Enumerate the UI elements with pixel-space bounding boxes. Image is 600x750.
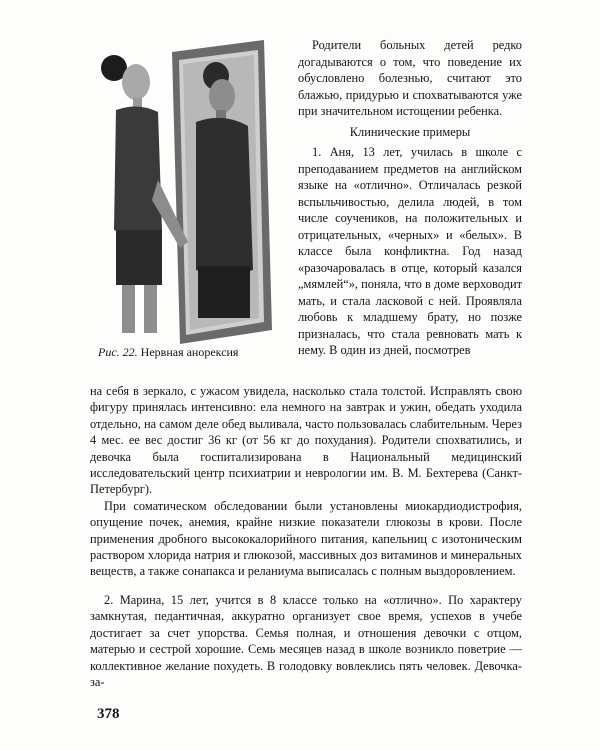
page-number: 378 [97, 706, 120, 722]
figure-label: Рис. 22. [98, 345, 138, 359]
figure-caption [98, 344, 238, 360]
example-1-paragraph-continuation: на себя в зеркало, с ужасом увидела, насколько стала толстой. Исправлять свою фигуру принялась интенсивно: ела немного на завтрак и ужин, обедать уходила отдельно, на самом деле обед выливала, часто пользовалась слабительным. Через 4 мес. ее вес достиг 36 кг (от 56 кг до похудания). Родители спохватились, и девочка была госпитализирована в Национальный медицинский исследовательский центр психиатрии и неврологии им. В. М. Бехтерева (Санкт-Петербург). [90, 384, 522, 497]
right-column-text [298, 37, 522, 359]
figure-caption-text: Нервная анорексия [140, 345, 239, 359]
intro-paragraph: Родители больных детей редко догадываются о том, что поведение их обусловлено болезнью, считают это блажью, придурью и спохватываются уже при значительном истощении ребенка. [298, 38, 522, 118]
example-1-somatic-paragraph: При соматическом обследовании были установлены миокардиодистрофия, опущение почек, анемия, крайне низкие показатели глюкозы в крови. После применения дробного высококалорийного питания, капельниц с изотоническим раствором хлорида натрия и глюкозой, массивных доз витаминов и минеральных веществ, а также сонапакса и реланиума выписалась с полным выздоровлением. [90, 498, 522, 579]
illustration-anorexia-mirror [88, 30, 293, 345]
example-2-paragraph: 2. Марина, 15 лет, учится в 8 классе только на «отлично». По характеру замкнутая, педантичная, аккуратно организует свое время, успехов в учебе достигает за счет упорства. Семья полная, и отношения девочки с отцом, матерью и сестрой хорошие. Семь месяцев назад в школе возникло поветрие — коллективное желание похудеть. В голодовку вовлеклись пять человек. Девочка-за- [90, 592, 522, 689]
section-subheading: Клинические примеры [349, 124, 471, 139]
full-width-text [90, 383, 522, 690]
example-1-paragraph-start: 1. Аня, 13 лет, училась в школе с преподаванием предметов на английском языке на «отлично». Отличалась резкой вспыльчивостью, делила людей, в том числе соучеников, на положительных и отрицательных, «черных» и «белых». В классе была конфликтна. Год назад «разочаровалась в отце, который казался „мямлей“», поняла, что в доме верховодит мать, и стала ласковой с ней. Проявляла любовь к младшему брату, но позже призналась, что стала ревновать мать к нему. В один из дней, посмотрев [298, 145, 522, 357]
